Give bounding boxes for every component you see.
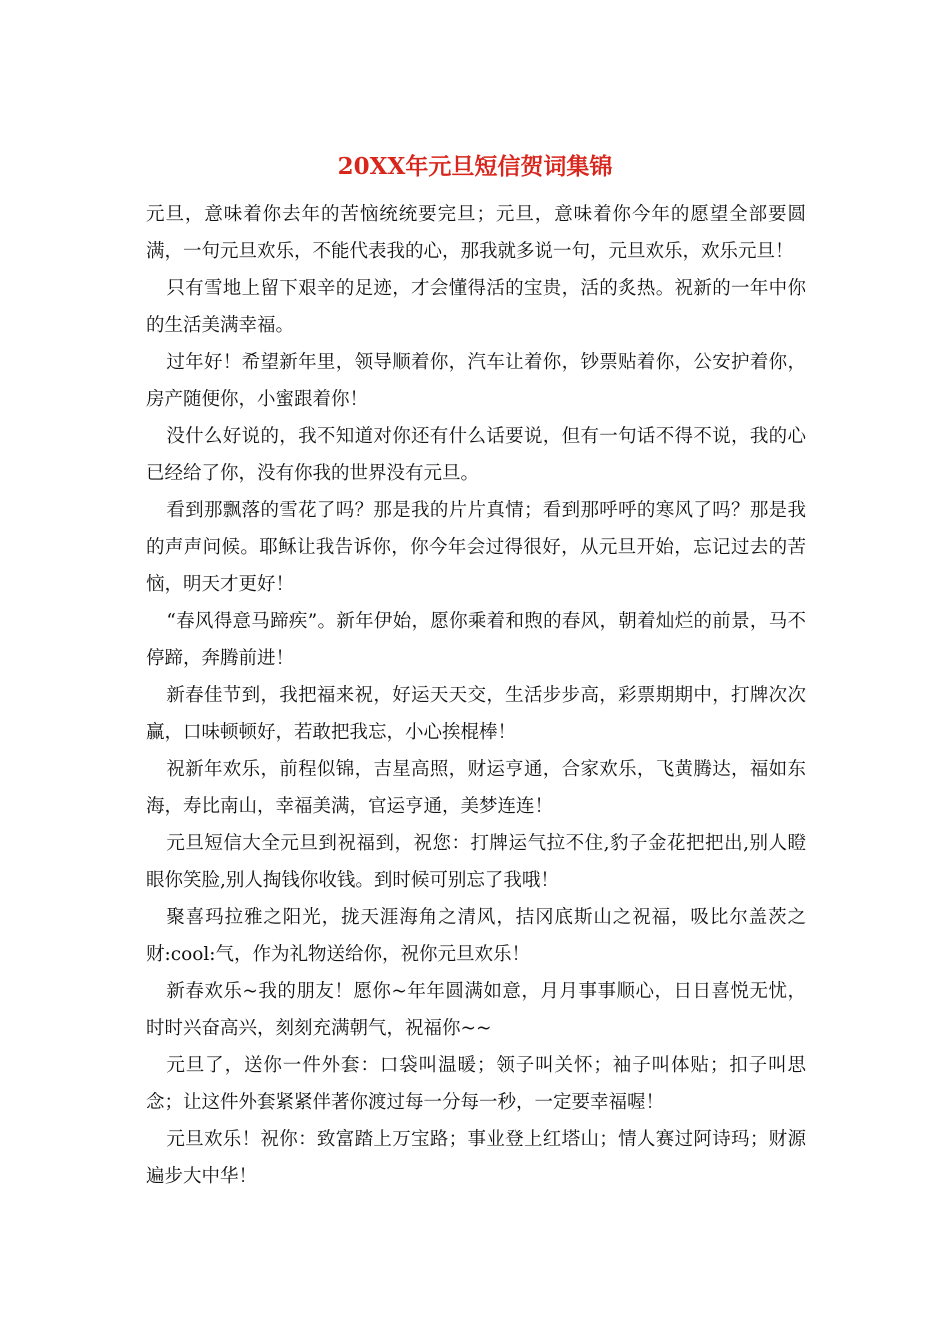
paragraph: 只有雪地上留下艰辛的足迹，才会懂得活的宝贵，活的炙热。祝新的一年中你的生活美满幸福。 (146, 278, 806, 336)
document-title: 20XX年元旦短信贺词集锦 (337, 153, 613, 180)
paragraph: 聚喜玛拉雅之阳光，拢天涯海角之清风，拮冈底斯山之祝福，吸比尔盖茨之财:cool:气，作为礼物送给你，祝你元旦欢乐！ (146, 907, 806, 965)
paragraph: 元旦，意味着你去年的苦恼统统要完旦；元旦，意味着你今年的愿望全部要圆满，一句元旦欢乐，不能代表我的心，那我就多说一句，元旦欢乐，欢乐元旦！ (146, 204, 806, 262)
paragraph: 新春欢乐~我的朋友！愿你~年年圆满如意，月月事事顺心，日日喜悦无忧，时时兴奋高兴，刻刻充满朝气，祝福你~~ (146, 981, 806, 1039)
paragraph: 没什么好说的，我不知道对你还有什么话要说，但有一句话不得不说，我的心已经给了你，没有你我的世界没有元旦。 (146, 426, 806, 484)
paragraph: 祝新年欢乐，前程似锦，吉星高照，财运亨通，合家欢乐，飞黄腾达，福如东海，寿比南山，幸福美满，官运亨通，美梦连连！ (146, 759, 806, 817)
paragraph: 过年好！希望新年里，领导顺着你，汽车让着你，钞票贴着你，公安护着你，房产随便你，小蜜跟着你！ (146, 352, 806, 410)
paragraph: 元旦了，送你一件外套：口袋叫温暖；领子叫关怀；袖子叫体贴；扣子叫思念；让这件外套紧紧伴著你渡过每一分每一秒，一定要幸福喔！ (146, 1055, 806, 1113)
paragraph: 新春佳节到，我把福来祝，好运天天交，生活步步高，彩票期期中，打牌次次赢，口味顿顿好，若敢把我忘，小心挨棍棒！ (146, 685, 806, 743)
paragraph: 元旦短信大全元旦到祝福到，祝您：打牌运气拉不住,豹子金花把把出,别人瞪眼你笑脸,别人掏钱你收钱。到时候可别忘了我哦！ (146, 833, 806, 891)
document-body (146, 196, 806, 1195)
paragraph: “春风得意马蹄疾”。新年伊始，愿你乘着和煦的春风，朝着灿烂的前景，马不停蹄，奔腾前进！ (146, 611, 806, 669)
paragraph: 元旦欢乐！祝你：致富踏上万宝路；事业登上红塔山；情人赛过阿诗玛；财源遍步大中华！ (146, 1129, 806, 1187)
paragraph: 看到那飘落的雪花了吗？那是我的片片真情；看到那呼呼的寒风了吗？那是我的声声问候。耶稣让我告诉你，你今年会过得很好，从元旦开始，忘记过去的苦恼，明天才更好！ (146, 500, 806, 595)
